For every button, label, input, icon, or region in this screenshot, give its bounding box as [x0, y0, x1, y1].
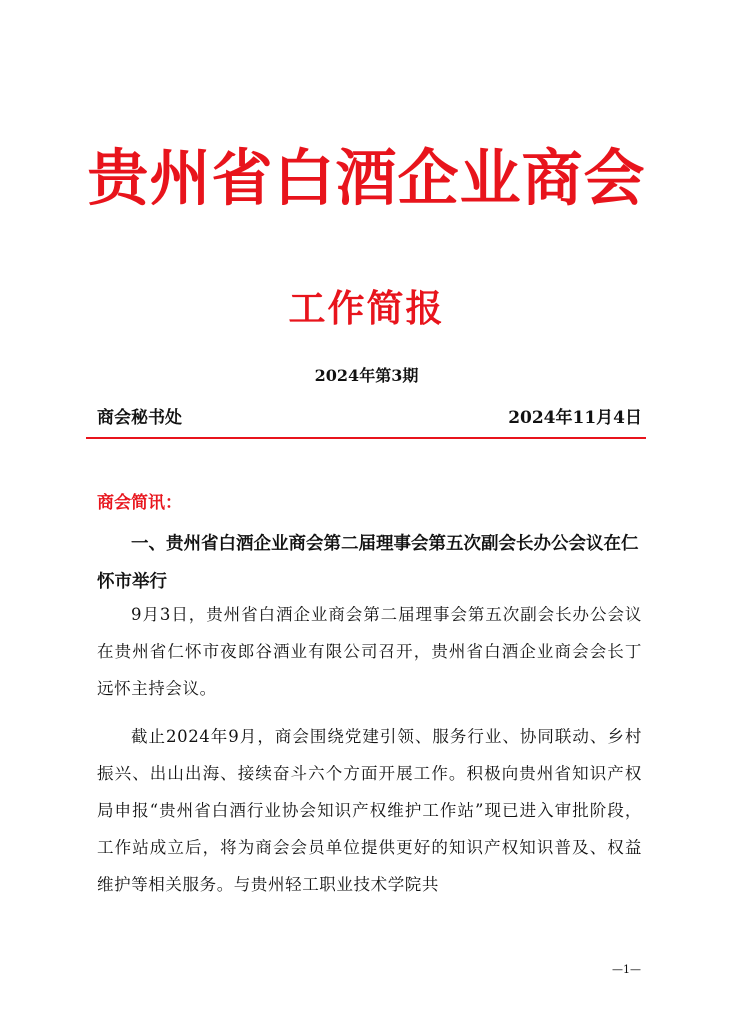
meta-row — [97, 403, 642, 428]
department-label: 商会秘书处 — [97, 408, 182, 428]
masthead-subtitle: 工作简报 — [288, 287, 445, 330]
page-number: —1— — [612, 963, 641, 976]
red-divider — [86, 437, 646, 439]
masthead-title: 贵州省白酒企业商会 — [87, 143, 646, 214]
issue-date: 2024年11月4日 — [508, 408, 642, 428]
issue-number: 2024年第3期 — [314, 366, 419, 385]
paragraph: 9月3日，贵州省白酒企业商会第二届理事会第五次副会长办公会议在贵州省仁怀市夜郎谷酒业有限公司召开，贵州省白酒企业商会会长丁远怀主持会议。 — [97, 605, 642, 698]
article-headline: 一、贵州省白酒企业商会第二届理事会第五次副会长办公会议在仁怀市举行 — [97, 534, 639, 592]
paragraph: 截止2024年9月，商会围绕党建引领、服务行业、协同联动、乡村振兴、出山出海、接续奋斗六个方面开展工作。积极向贵州省知识产权局申报“贵州省白酒行业协会知识产权维护工作站”现已进入审批阶段，工作站成立后，将为商会会员单位提供更好的知识产权知识普及、权益维护等相关服务。与贵州轻工职业技术学院共 — [97, 727, 642, 894]
section-label: 商会简讯： — [97, 493, 182, 513]
